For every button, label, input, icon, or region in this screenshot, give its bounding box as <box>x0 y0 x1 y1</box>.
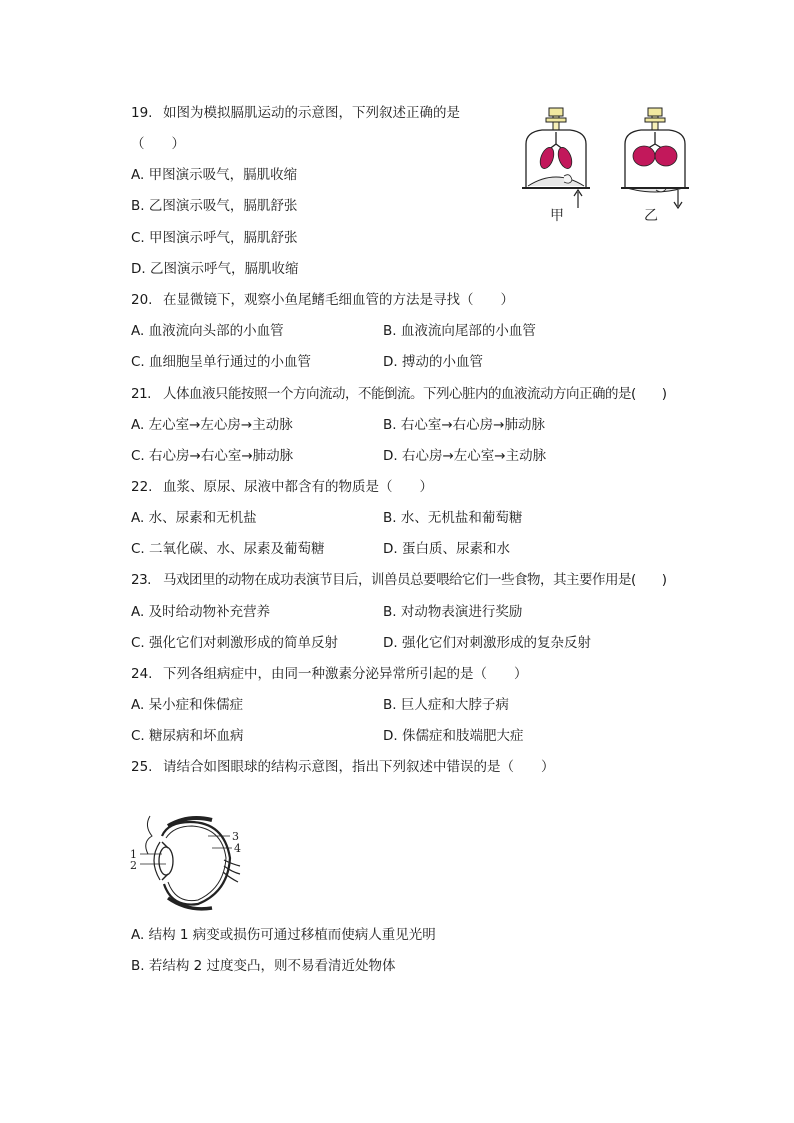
option-a: A. 左心室→左心房→主动脉 <box>131 417 293 433</box>
option-b: B. 巨人症和大脖子病 <box>383 697 509 713</box>
label-3: 3 <box>232 830 239 843</box>
question-21-stem <box>131 385 667 403</box>
option-a: A. 结构 1 病变或损伤可通过移植而使病人重见光明 <box>131 927 436 943</box>
question-text: 请结合如图眼球的结构示意图，指出下列叙述中错误的是（ ） <box>163 759 555 775</box>
eyeball-structure-figure <box>128 812 248 916</box>
option-c: C. 强化它们对刺激形成的简单反射 <box>131 635 339 651</box>
option-c: C. 右心房→右心室→肺动脉 <box>131 448 294 464</box>
option-c: C. 甲图演示呼气，膈肌舒张 <box>131 230 298 246</box>
question-22-stem <box>131 478 433 496</box>
option-a: A. 血液流向头部的小血管 <box>131 323 284 339</box>
question-text: 人体血液只能按照一个方向流动，不能倒流。下列心脏内的血液流动方向正确的是( ) <box>163 386 667 402</box>
option-a: A. 甲图演示吸气，膈肌收缩 <box>131 167 298 183</box>
question-text: 如图为模拟膈肌运动的示意图，下列叙述正确的是 <box>163 105 460 121</box>
question-text: 马戏团里的动物在成功表演节目后，训兽员总要喂给它们一些食物，其主要作用是( ) <box>163 572 667 588</box>
option-d: D. 搏动的小血管 <box>383 354 483 370</box>
option-b: B. 若结构 2 过度变凸，则不易看清近处物体 <box>131 958 396 974</box>
question-number: 23. <box>131 572 151 588</box>
question-20-stem <box>131 291 514 309</box>
diaphragm-model-figure <box>520 104 700 226</box>
question-text: 在显微镜下，观察小鱼尾鳍毛细血管的方法是寻找（ ） <box>163 292 514 308</box>
question-23-stem <box>131 571 667 589</box>
option-b: B. 乙图演示吸气，膈肌舒张 <box>131 198 298 214</box>
label-2: 2 <box>130 859 137 872</box>
label-4: 4 <box>234 842 241 855</box>
question-number: 22. <box>131 479 153 495</box>
option-b: B. 对动物表演进行奖励 <box>383 604 523 620</box>
option-d: D. 蛋白质、尿素和水 <box>383 541 510 557</box>
question-number: 24. <box>131 666 153 682</box>
option-d: D. 右心房→左心室→主动脉 <box>383 448 547 464</box>
option-c: C. 血细胞呈单行通过的小血管 <box>131 354 312 370</box>
question-19-bracket: （ ） <box>131 136 185 152</box>
option-c: C. 二氧化碳、水、尿素及葡萄糖 <box>131 541 325 557</box>
question-19-stem <box>131 104 460 122</box>
question-number: 21. <box>131 386 151 402</box>
jar-jia <box>522 108 590 208</box>
question-number: 19. <box>131 105 153 121</box>
question-25-stem <box>131 758 555 776</box>
question-text: 血浆、原尿、尿液中都含有的物质是（ ） <box>163 479 433 495</box>
option-b: B. 血液流向尾部的小血管 <box>383 323 536 339</box>
question-text: 下列各组病症中，由同一种激素分泌异常所引起的是（ ） <box>163 666 528 682</box>
jar-yi-label: 乙 <box>644 208 658 224</box>
option-b: B. 水、无机盐和葡萄糖 <box>383 510 523 526</box>
jar-yi <box>621 108 689 208</box>
option-d: D. 乙图演示呼气，膈肌收缩 <box>131 261 299 277</box>
option-c: C. 糖尿病和坏血病 <box>131 728 244 744</box>
option-a: A. 水、尿素和无机盐 <box>131 510 257 526</box>
option-a: A. 呆小症和侏儒症 <box>131 697 244 713</box>
label-1: 1 <box>130 848 137 861</box>
option-d: D. 强化它们对刺激形成的复杂反射 <box>383 635 591 651</box>
option-b: B. 右心室→右心房→肺动脉 <box>383 417 545 433</box>
jar-jia-label: 甲 <box>550 208 564 224</box>
question-24-stem <box>131 665 528 683</box>
option-a: A. 及时给动物补充营养 <box>131 604 271 620</box>
question-number: 20. <box>131 292 153 308</box>
question-number: 25. <box>131 759 153 775</box>
option-d: D. 侏儒症和肢端肥大症 <box>383 728 524 744</box>
